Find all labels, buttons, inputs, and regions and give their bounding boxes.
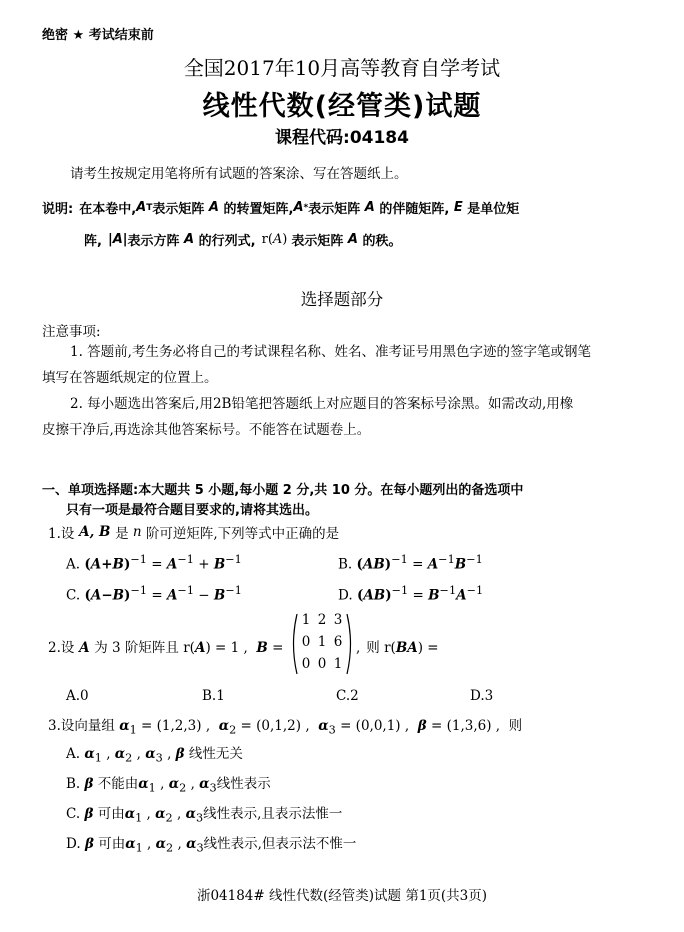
part1-heading: 一、单项选择题:本大题共 5 小题,每小题 2 分,共 10 分。在每小题列出的备选项中 只有一项是最符合题目要求的,请将其选出。 — [42, 483, 524, 518]
matrix-cell: 6 — [333, 634, 343, 650]
matrix-cell: 3 — [333, 612, 343, 628]
q2-stem-end: , 则 r(BA) = — [356, 640, 439, 656]
matrix-cell: 1 — [333, 656, 343, 672]
notice-1: 1. 答题前,考生务必将自己的考试课程名称、姓名、准考证号用黑色字迹的签字笔或钢笔 填写在答题纸规定的位置上。 — [42, 344, 591, 386]
subject-title: 线性代数(经管类)试题 — [202, 91, 482, 122]
question-3: 3.设向量组 $\alpha_1 = (1,2,3)$ , $\alpha_2 = (0,1,2)$ , $\alpha_3 = (0,0,1)$ , β = (1,3,6) , 则 — [48, 718, 523, 737]
section-title: 选择题部分 — [300, 290, 384, 309]
secret-label: 绝密 ★ 考试结束前 — [42, 28, 154, 43]
q3-option-a: A. $\alpha_1$ , $\alpha_2$ , $\alpha_3$ , β 线性无关 — [66, 746, 243, 765]
exam-title: 全国2017年10月高等教育自学考试 — [183, 56, 501, 80]
matrix-cell: 1 — [317, 634, 327, 650]
q1-option-a: A. $(A+B)^{-1} = A^{-1} + B^{-1}$ — [66, 553, 242, 573]
matrix-cell: 1 — [301, 612, 311, 628]
question-2: 2.设 A 为 3 阶矩阵且 r(A) = 1 , B = — [48, 640, 284, 656]
q2-option-c: C.2 — [336, 688, 359, 704]
note-label: 说明: — [42, 202, 74, 217]
notice-2: 2. 每小题选出答案后,用2B铅笔把答题纸上对应题目的答案标号涂黑。如需改动,用橡 皮擦干净后,再选涂其他答案标号。不能答在试题卷上。 — [42, 396, 574, 438]
note-line-1: 说明: 在本卷中, A T 表示矩阵 A 的转置矩阵, A * 表示矩阵 A 的伴随矩阵, E 是单位矩 — [42, 200, 520, 217]
q1-option-b: B. $(AB)^{-1} = A^{-1}B^{-1}$ — [338, 553, 483, 573]
q2-option-a: A.0 — [66, 688, 89, 704]
question-1: 1.设 A, B 是 n 阶可逆矩阵,下列等式中正确的是 — [48, 524, 340, 542]
notice-label: 注意事项: — [42, 324, 101, 340]
page-footer: 浙04184# 线性代数(经管类)试题 第1页(共3页) — [196, 888, 488, 904]
q2-option-b: B.1 — [202, 688, 225, 704]
matrix-cell: 0 — [317, 656, 327, 672]
q2-option-d: D.3 — [470, 688, 494, 704]
course-code: 课程代码:04184 — [275, 128, 409, 148]
matrix-cell: 0 — [301, 656, 311, 672]
matrix-cell: 0 — [301, 634, 311, 650]
q3-option-b: B. β 不能由$\alpha_1$ , $\alpha_2$ , $\alpha_3$线性表示 — [66, 776, 271, 795]
matrix-b — [290, 612, 354, 676]
note-line-2: 阵, |A| 表示方阵 A 的行列式, r(A) 表示矩阵 A 的秩。 — [84, 232, 402, 249]
q1-option-c: C. $(A-B)^{-1} = A^{-1} - B^{-1}$ — [66, 584, 242, 604]
q1-option-d: D. $(AB)^{-1} = B^{-1}A^{-1}$ — [338, 584, 484, 604]
q3-option-d: D. β 可由$\alpha_1$ , $\alpha_2$ , $\alpha_3$线性表示,但表示法不惟一 — [66, 836, 357, 855]
matrix-cell: 2 — [317, 612, 327, 628]
q3-option-c: C. β 可由$\alpha_1$ , $\alpha_2$ , $\alpha_3$线性表示,且表示法惟一 — [66, 806, 343, 825]
instruction-line: 请考生按规定用笔将所有试题的答案涂、写在答题纸上。 — [70, 166, 408, 182]
